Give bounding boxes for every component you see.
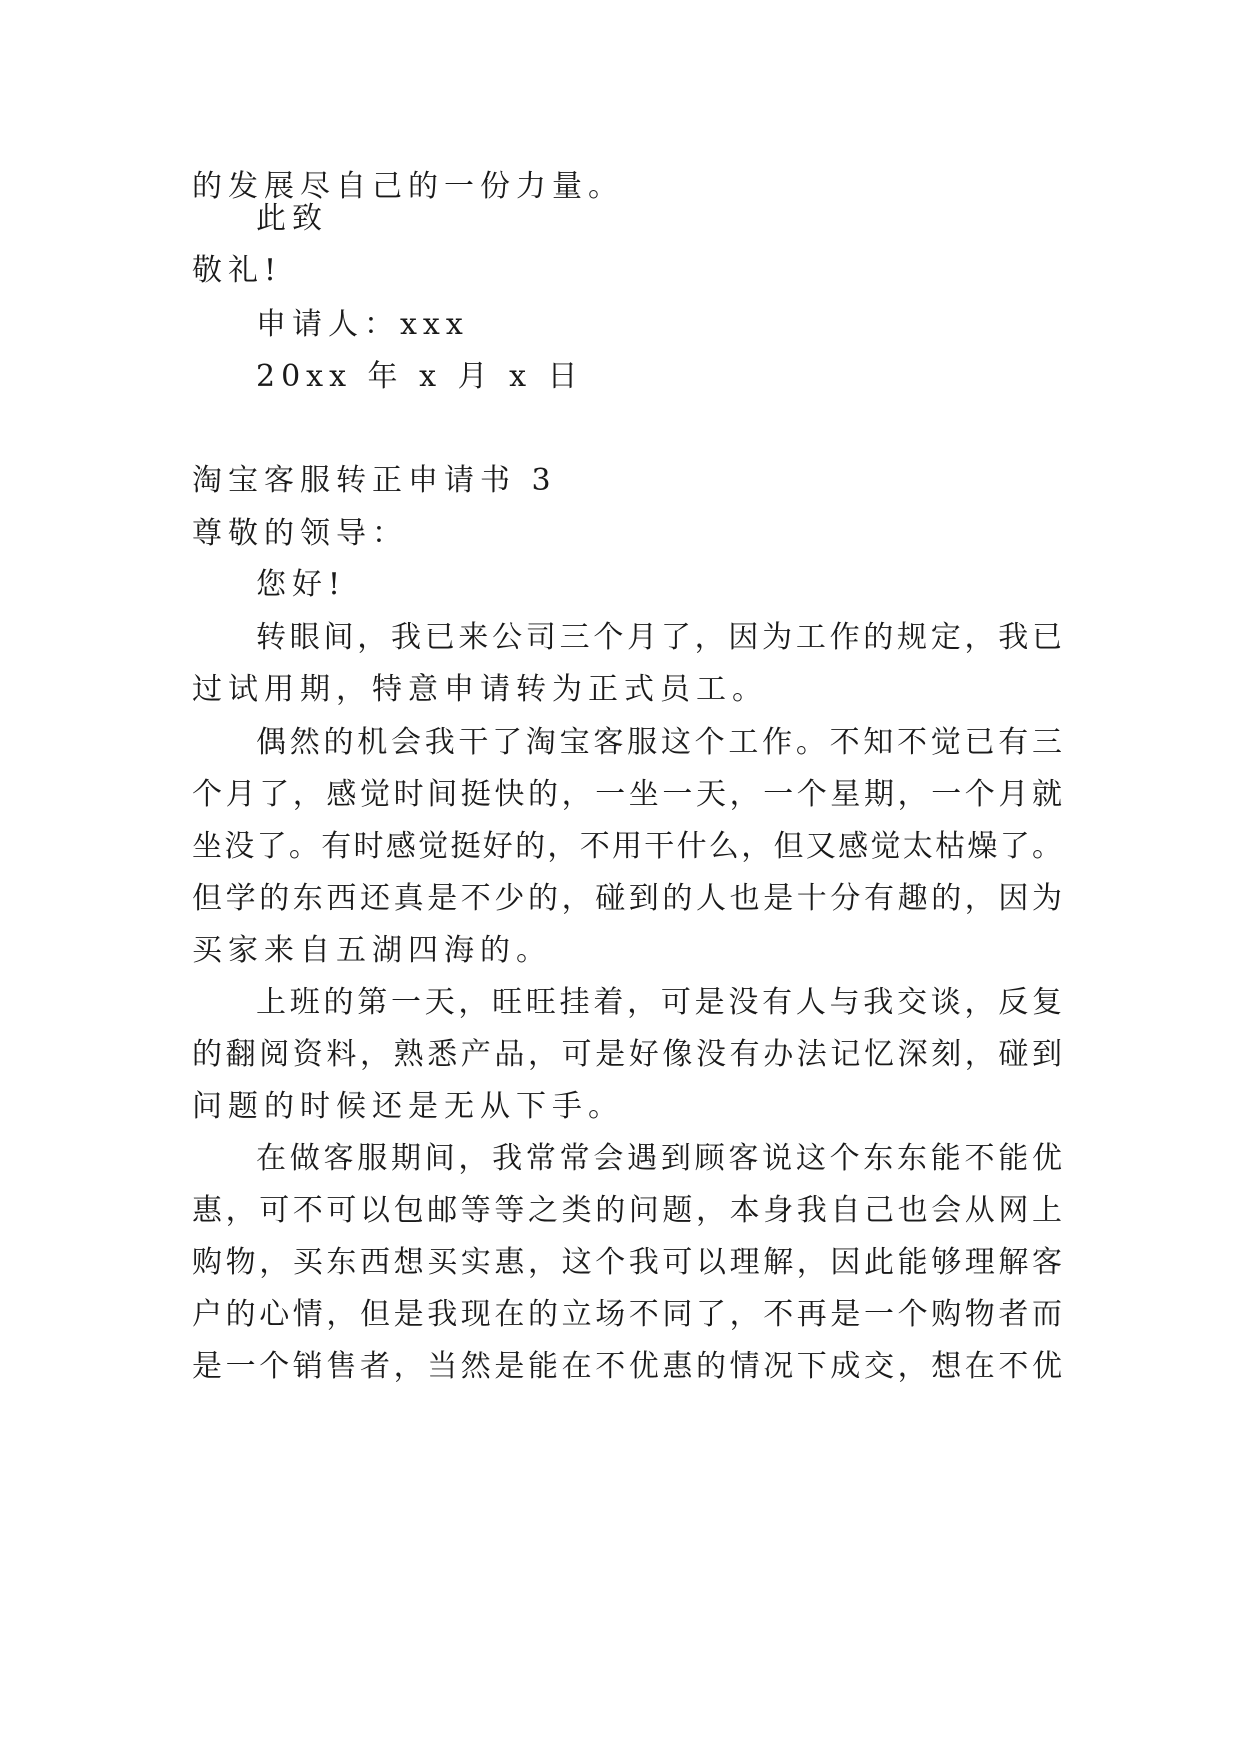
paragraph-line: 户的心情，但是我现在的立场不同了，不再是一个购物者而	[192, 1297, 1062, 1332]
paragraph-line: 上班的第一天，旺旺挂着，可是没有人与我交谈，反复	[256, 985, 1062, 1020]
closing-sentence: 的发展尽自己的一份力量。	[192, 169, 624, 204]
paragraph-line: 但学的东西还真是不少的，碰到的人也是十分有趣的，因为	[192, 881, 1062, 916]
paragraph-line: 过试用期，特意申请转为正式员工。	[192, 672, 768, 707]
paragraph-line: 转眼间，我已来公司三个月了，因为工作的规定，我已	[256, 620, 1062, 655]
greeting-recipient: 尊敬的领导：	[192, 516, 408, 551]
section-title: 淘宝客服转正申请书 3	[192, 463, 557, 498]
applicant-signature: 申请人：xxx	[256, 307, 469, 342]
paragraph-line: 是一个销售者，当然是能在不优惠的情况下成交，想在不优	[192, 1349, 1062, 1384]
salutation-cizhi: 此致	[256, 201, 328, 236]
paragraph-line: 问题的时候还是无从下手。	[192, 1089, 624, 1124]
paragraph-line: 惠，可不可以包邮等等之类的问题，本身我自己也会从网上	[192, 1193, 1062, 1228]
paragraph-line: 个月了，感觉时间挺快的，一坐一天，一个星期，一个月就	[192, 777, 1062, 812]
paragraph-line: 坐没了。有时感觉挺好的，不用干什么，但又感觉太枯燥了。	[192, 829, 1062, 864]
paragraph-line: 买家来自五湖四海的。	[192, 933, 552, 968]
greeting-hello: 您好!	[256, 567, 347, 602]
salutation-jingli: 敬礼!	[192, 253, 283, 288]
paragraph-line: 购物，买东西想买实惠，这个我可以理解，因此能够理解客	[192, 1245, 1062, 1280]
paragraph-line: 在做客服期间，我常常会遇到顾客说这个东东能不能优	[256, 1141, 1062, 1176]
signature-date: 20xx 年 x 月 x 日	[256, 359, 584, 394]
paragraph-line: 的翻阅资料，熟悉产品，可是好像没有办法记忆深刻，碰到	[192, 1037, 1062, 1072]
paragraph-line: 偶然的机会我干了淘宝客服这个工作。不知不觉已有三	[256, 725, 1062, 760]
